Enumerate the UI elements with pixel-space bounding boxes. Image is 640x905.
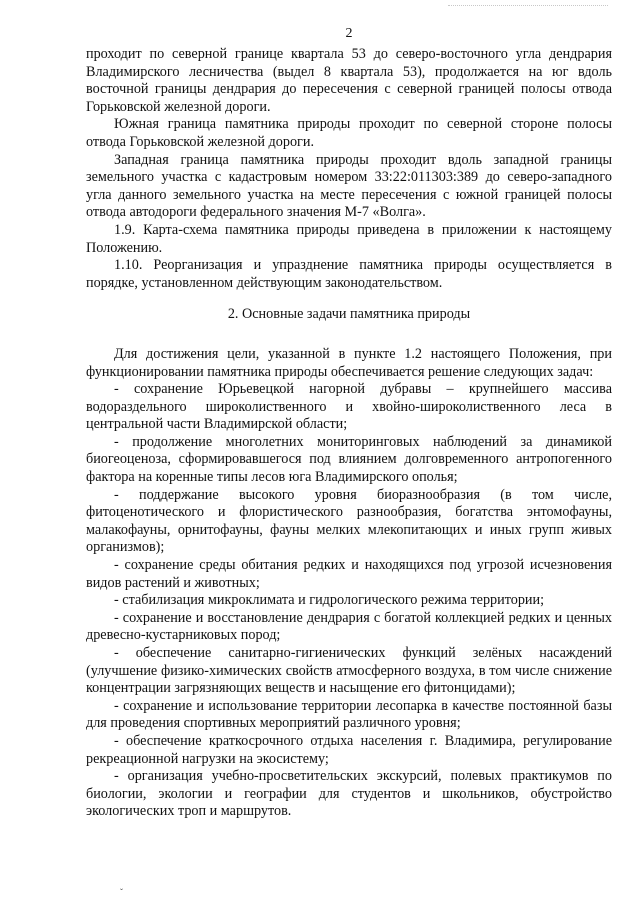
section-heading: 2. Основные задачи памятника природы (227, 306, 471, 323)
list-item-task-3: - поддержание высокого уровня биоразнообразия (в том числе, фитоценотического и флористического разнообразия, богатства энтомофауны, малакофауны, орнитофауны, фауны мелких млекопитающих и иных групп живых организмов); (86, 486, 612, 556)
list-item-task-5: - стабилизация микроклимата и гидрологического режима территории; (114, 592, 545, 609)
page-number: 2 (345, 26, 353, 41)
list-item-task-1: - сохранение Юрьевецкой нагорной дубравы – крупнейшего массива водораздельного широколиственного и хвойно-широколиственного леса в центральной части Владимирской области; (86, 381, 612, 433)
list-item-task-8: - сохранение и использование территории лесопарка в качестве постоянной базы для проведения спортивных мероприятий различного уровня; (86, 697, 612, 732)
paragraph-boundary-south: Южная граница памятника природы проходит по северной стороне полосы отвода Горьковской железной дороги. (86, 116, 612, 150)
paragraph-1-10: 1.10. Реорганизация и упразднение памятника природы осуществляется в порядке, установленном действующим законодательством. (86, 257, 612, 291)
list-item-task-7: - обеспечение санитарно-гигиенических функций зелёных насаждений (улучшение физико-химических свойств атмосферного воздуха, в том числе снижение концентрации загрязняющих веществ и насыщение его фитонцидами); (86, 645, 612, 697)
paragraph-boundary-west: Западная граница памятника природы проходит вдоль западной границы земельного участка с кадастровым номером 33:22:011303:389 до северо-западного угла данного земельного участка на месте пересечения с южной границей полосы отвода автодороги федерального значения М-7 «Волга». (86, 151, 612, 221)
list-item-task-6: - сохранение и восстановление дендрария с богатой коллекцией редких и ценных древесно-кустарниковых пород; (86, 609, 612, 644)
paragraph-boundary-north: проходит по северной границе квартала 53 до северо-восточного угла дендрария Владимирского лесничества (выдел 8 квартала 53), продолжается на юг вдоль восточной границы дендрария до пересечения с северной границей полосы отвода Горьковской железной дороги. (86, 46, 612, 115)
scan-artifact-mark: ˇ (120, 887, 123, 897)
paragraph-tasks-intro: Для достижения цели, указанной в пункте 1.2 настоящего Положения, при функционировании памятника природы обеспечивается решение следующих задач: (86, 345, 612, 380)
list-item-task-2: - продолжение многолетних мониторинговых наблюдений за динамикой биогеоценоза, сформировавшегося под влиянием долговременного антропогенного фактора на коренные типы лесов юга Владимирского ополья; (86, 433, 612, 486)
paragraph-1-9: 1.9. Карта-схема памятника природы приведена в приложении к настоящему Положению. (86, 221, 612, 256)
list-item-task-4: - сохранение среды обитания редких и находящихся под угрозой исчезновения видов растений и животных; (86, 557, 612, 591)
list-item-task-10: - организация учебно-просветительских экскурсий, полевых практикумов по биологии, экологии и географии для студентов и школьников, обустройство экологических троп и маршрутов. (86, 768, 612, 820)
list-item-task-9: - обеспечение краткосрочного отдыха населения г. Владимира, регулирование рекреационной нагрузки на экосистему; (86, 732, 612, 767)
